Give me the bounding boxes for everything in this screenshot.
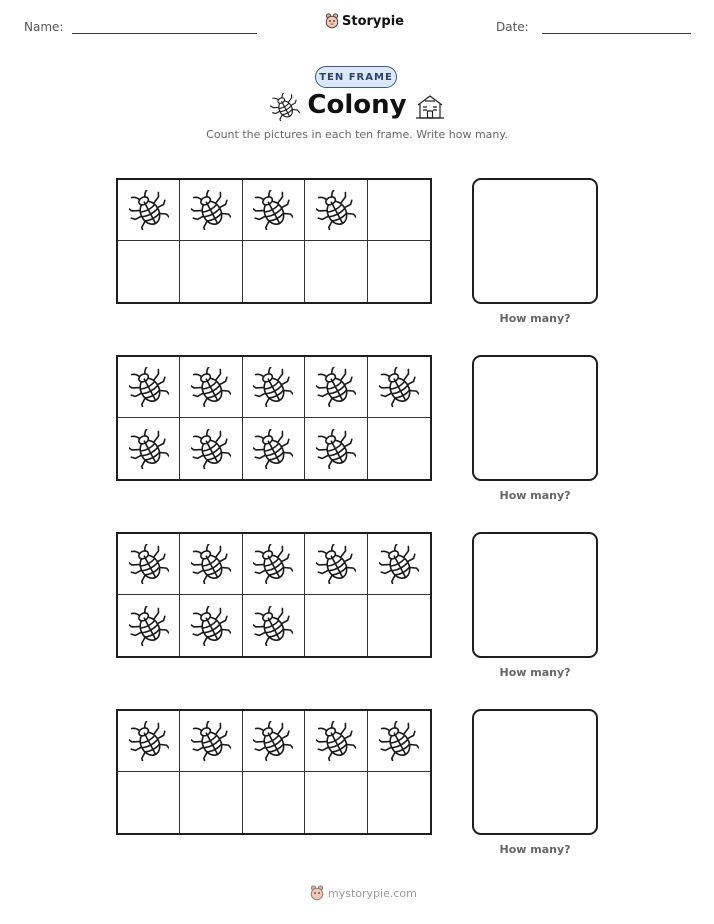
bug-icon bbox=[316, 544, 356, 584]
how-many-label-3: How many? bbox=[499, 666, 571, 679]
bug-icon bbox=[129, 367, 169, 407]
footer bbox=[310, 885, 417, 901]
frame-cell bbox=[118, 241, 180, 302]
answer-box-4[interactable] bbox=[472, 709, 598, 835]
bug-icon bbox=[316, 190, 356, 230]
frame-cell bbox=[243, 595, 305, 656]
how-many-label-2: How many? bbox=[499, 489, 571, 502]
frame-cell bbox=[305, 180, 367, 241]
bug-icon bbox=[379, 367, 419, 407]
bug-icon bbox=[316, 429, 356, 469]
frame-cell bbox=[118, 180, 180, 241]
frame-cell bbox=[305, 357, 367, 418]
bug-icon bbox=[191, 190, 231, 230]
frame-cell bbox=[180, 772, 242, 833]
frame-cell bbox=[368, 534, 430, 595]
frame-cell bbox=[305, 711, 367, 772]
frame-cell bbox=[180, 534, 242, 595]
footer-url[interactable]: mystorypie.com bbox=[328, 886, 417, 900]
bug-icon bbox=[129, 544, 169, 584]
frame-cell bbox=[118, 418, 180, 479]
bug-icon bbox=[129, 721, 169, 761]
frame-cell bbox=[368, 180, 430, 241]
frame-cell bbox=[305, 534, 367, 595]
bug-icon bbox=[191, 544, 231, 584]
how-many-label-1: How many? bbox=[499, 312, 571, 325]
frame-cell bbox=[243, 711, 305, 772]
frame-cell bbox=[243, 534, 305, 595]
frame-cell bbox=[118, 595, 180, 656]
brand-logo bbox=[325, 13, 404, 29]
bug-icon bbox=[253, 544, 293, 584]
name-line[interactable] bbox=[72, 33, 257, 34]
name-label: Name: bbox=[24, 20, 64, 34]
instructions: Count the pictures in each ten frame. Write how many. bbox=[206, 128, 508, 141]
ten-frame-2 bbox=[116, 355, 432, 481]
bug-icon bbox=[191, 367, 231, 407]
answer-box-2[interactable] bbox=[472, 355, 598, 481]
bug-icon bbox=[316, 721, 356, 761]
frame-cell bbox=[180, 180, 242, 241]
frame-cell bbox=[305, 595, 367, 656]
house-icon bbox=[414, 93, 446, 126]
frame-cell bbox=[368, 418, 430, 479]
frame-cell bbox=[180, 418, 242, 479]
frame-cell bbox=[180, 357, 242, 418]
bug-icon bbox=[316, 367, 356, 407]
bug-icon bbox=[191, 606, 231, 646]
frame-cell bbox=[118, 534, 180, 595]
frame-cell bbox=[118, 357, 180, 418]
frame-cell bbox=[118, 711, 180, 772]
frame-cell bbox=[305, 418, 367, 479]
frame-cell bbox=[243, 241, 305, 302]
answer-box-1[interactable] bbox=[472, 178, 598, 304]
storypie-mascot-icon bbox=[325, 13, 339, 29]
frame-cell bbox=[243, 418, 305, 479]
date-label: Date: bbox=[496, 20, 529, 34]
ten-frame-3 bbox=[116, 532, 432, 658]
frame-cell bbox=[368, 357, 430, 418]
bug-icon bbox=[191, 721, 231, 761]
date-line[interactable] bbox=[542, 33, 691, 34]
frame-cell bbox=[368, 241, 430, 302]
answer-box-3[interactable] bbox=[472, 532, 598, 658]
frame-cell bbox=[118, 772, 180, 833]
frame-cell bbox=[305, 772, 367, 833]
bug-icon bbox=[379, 721, 419, 761]
frame-cell bbox=[180, 595, 242, 656]
frame-cell bbox=[368, 595, 430, 656]
bug-icon bbox=[379, 544, 419, 584]
frame-cell bbox=[243, 357, 305, 418]
ten-frame-4 bbox=[116, 709, 432, 835]
frame-cell bbox=[243, 180, 305, 241]
bug-icon bbox=[253, 367, 293, 407]
page-title: Colony bbox=[307, 90, 407, 120]
frame-cell bbox=[305, 241, 367, 302]
frame-cell bbox=[243, 772, 305, 833]
frame-cell bbox=[180, 241, 242, 302]
storypie-mascot-icon bbox=[310, 885, 324, 901]
bug-icon bbox=[253, 190, 293, 230]
frame-cell bbox=[368, 772, 430, 833]
frame-cell bbox=[368, 711, 430, 772]
frame-cell bbox=[180, 711, 242, 772]
ten-frame-1 bbox=[116, 178, 432, 304]
bug-icon bbox=[253, 606, 293, 646]
bug-icon bbox=[129, 606, 169, 646]
brand-name: Storypie bbox=[342, 13, 404, 29]
bug-icon bbox=[191, 429, 231, 469]
ten-frame-badge: TEN FRAME bbox=[315, 66, 397, 88]
how-many-label-4: How many? bbox=[499, 843, 571, 856]
bug-icon bbox=[129, 190, 169, 230]
bug-icon bbox=[253, 429, 293, 469]
bug-icon bbox=[129, 429, 169, 469]
bug-icon bbox=[253, 721, 293, 761]
